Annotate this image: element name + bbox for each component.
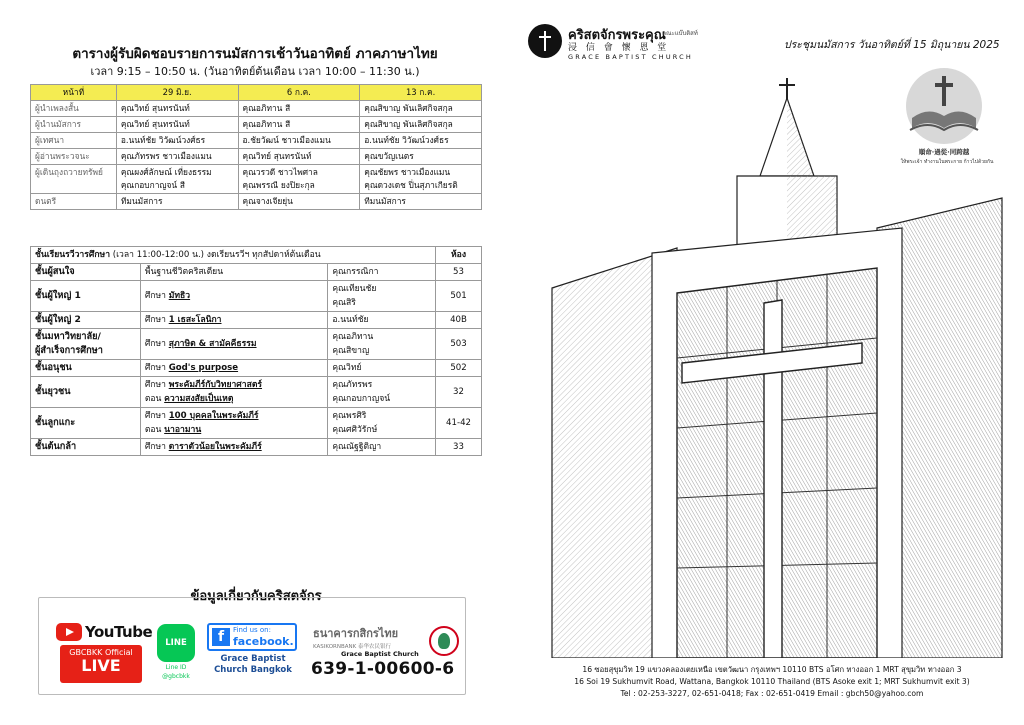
teacher-cell xyxy=(328,408,436,439)
lesson-title: มัทธิว xyxy=(168,291,191,301)
duty-cell: คุณวิทย์ สุนทรนันท์ xyxy=(116,101,238,117)
duty-schedule-header xyxy=(31,85,482,101)
facebook-icon: f xyxy=(212,628,230,646)
lesson-line xyxy=(145,440,324,454)
lesson-episode: ความสงสัยเป็นเหตุ xyxy=(164,394,234,404)
youtube-icon xyxy=(56,623,82,641)
lesson-line xyxy=(145,409,324,423)
column-header: 29 มิ.ย. xyxy=(116,85,238,101)
class-name: ชั้นลูกแกะ xyxy=(35,417,76,428)
lesson-cell xyxy=(140,377,328,408)
room-cell: 32 xyxy=(436,377,482,408)
lesson-title: สุภาษิต & สามัคคีธรรม xyxy=(168,339,257,349)
lesson-prefix: ศึกษา xyxy=(144,380,169,390)
schedule-title: ตารางผู้รับผิดชอบรายการนมัสการเช้าวันอาทิตย์ ภาคภาษาไทย xyxy=(72,46,438,62)
duty-name: คุณชัยพร ชาวเมืองแมน xyxy=(364,167,451,177)
duty-cell: ทีมนมัสการ xyxy=(360,194,482,210)
duty-cell: อ.นนท์ชัย วิวัฒน์วงศ์ธร xyxy=(360,133,482,149)
duty-name: คุณกอบกาญจน์ สี xyxy=(120,180,185,190)
lesson-prefix: ศึกษา xyxy=(144,291,169,301)
duty-cell: คุณสิขาญ พันเลิศกิจสกุล xyxy=(360,117,482,133)
sunday-school-heading xyxy=(31,247,436,264)
lesson-cell xyxy=(140,360,328,377)
facebook-page-name xyxy=(207,654,299,676)
duty-name: คุณพรรณี ยงปิยะกุล xyxy=(242,180,315,190)
duty-name: คุณวรวดี ชาวไพศาล xyxy=(242,167,318,177)
duty-cell: คุณวิทย์ สุนทรนันท์ xyxy=(116,117,238,133)
sunday-school-heading-bold: ชั้นเรียนรวีวารศึกษา xyxy=(35,250,111,260)
role-cell: ผู้เทศนา xyxy=(31,133,117,149)
lesson-title: ดาราตัวน้อยในพระคัมภีร์ xyxy=(168,442,262,452)
facebook-wordmark: facebook. xyxy=(233,635,294,648)
role-cell: ผู้นำเพลงสั้น xyxy=(31,101,117,117)
youtube-wordmark: YouTube xyxy=(85,623,153,641)
youtube-channel: GBCBKK Official xyxy=(69,648,133,657)
role-cell: ผู้นำนมัสการ xyxy=(31,117,117,133)
room-cell: 53 xyxy=(436,264,482,281)
facebook-find-label: Find us on: xyxy=(233,626,271,634)
table-row xyxy=(31,408,482,439)
class-name: ชั้นยุวชน xyxy=(35,386,71,397)
room-cell: 33 xyxy=(436,439,482,456)
duty-name: คุณผงศ์ลักษณ์ เที่ยงธรรม xyxy=(120,167,212,177)
line-id-label: Line ID xyxy=(165,664,187,671)
table-row xyxy=(31,149,482,165)
lesson-line xyxy=(145,392,324,406)
role-cell: ดนตรี xyxy=(31,194,117,210)
lesson-title: 100 บุคคลในพระคัมภีร์ xyxy=(168,411,259,421)
line-id: @gbcbkk xyxy=(162,673,190,680)
role-cell: ผู้เดินถุงถวายทรัพย์ xyxy=(31,165,117,194)
class-name-cell xyxy=(31,408,141,439)
class-name: ชั้นอนุชน xyxy=(35,362,72,373)
class-name-cell xyxy=(31,377,141,408)
lesson-title: God's purpose xyxy=(168,363,239,373)
class-name: ชั้นผู้ใหญ่ 2 xyxy=(35,314,81,325)
line-link[interactable] xyxy=(156,624,196,684)
lesson-line xyxy=(145,378,324,392)
table-row xyxy=(31,194,482,210)
duty-cell: ทีมนมัสการ xyxy=(116,194,238,210)
kasikornbank-logo-icon xyxy=(429,626,459,656)
duty-cell xyxy=(238,165,360,194)
lesson-line xyxy=(145,337,324,351)
sunday-school-heading-note: (เวลา 11:00-12:00 น.) งดเรียนรวีฯ ทุกสัปดาห์ต้นเดือน xyxy=(110,250,321,260)
class-name-cell xyxy=(31,360,141,377)
table-row xyxy=(31,165,482,194)
room-cell: 41-42 xyxy=(436,408,482,439)
lesson-prefix: พื้นฐานชีวิตคริสเตียน xyxy=(144,267,224,277)
lesson-cell xyxy=(140,281,328,312)
class-name-cell xyxy=(31,312,141,329)
class-name-cell xyxy=(31,439,141,456)
youtube-live-label: LIVE xyxy=(81,656,121,675)
lesson-prefix: ศึกษา xyxy=(144,442,169,452)
church-address xyxy=(532,664,1012,700)
table-row xyxy=(31,329,482,360)
lesson-line xyxy=(145,265,324,279)
lesson-cell xyxy=(140,329,328,360)
youtube-link[interactable] xyxy=(56,623,153,683)
teacher-name: คุณศศิวัรักษ์ xyxy=(332,425,378,435)
table-row xyxy=(31,281,482,312)
schedule-subtitle: เวลา 9:15 – 10:50 น. (วันอาทิตย์ต้นเดือน เวลา 10:00 – 11:30 น.) xyxy=(90,65,420,78)
teacher-name: คุณสิริ xyxy=(332,298,356,308)
lesson-prefix: ศึกษา xyxy=(144,315,169,325)
emblem-motto: 順命·過從·同跨越 xyxy=(918,148,970,156)
lesson-line xyxy=(145,361,324,375)
class-name-cell xyxy=(31,264,141,281)
lesson-title: 1 เธสะโลนิกา xyxy=(168,315,222,325)
lesson-cell xyxy=(140,264,328,281)
duty-cell xyxy=(116,165,238,194)
duty-cell: คุณอภิทาน สี xyxy=(238,101,360,117)
line-icon: LINE xyxy=(157,624,195,662)
table-row xyxy=(31,101,482,117)
class-name-cell xyxy=(31,329,141,360)
sunday-school-header xyxy=(31,247,482,264)
room-cell: 40B xyxy=(436,312,482,329)
table-row xyxy=(31,360,482,377)
church-info-title: ข้อมูลเกี่ยวกับคริสตจักร xyxy=(190,589,322,604)
bank-name: ธนาคารกสิกรไทย xyxy=(313,627,399,640)
address-line-th: 16 ซอยสุขุมวิท 19 แขวงคลองเตยเหนือ เขตวัฒนา กรุงเทพฯ 10110 BTS อโศก ทางออก 1 MRT สุขุมวิท ทางออก 3 xyxy=(582,665,962,674)
lesson-prefix: ตอน xyxy=(144,394,165,404)
lesson-cell xyxy=(140,439,328,456)
duty-cell xyxy=(360,165,482,194)
sunday-school-table xyxy=(30,246,482,456)
facebook-page-name-line: Grace Baptist xyxy=(220,654,286,664)
teacher-name: คุณวิทย์ xyxy=(332,363,362,373)
bank-name-en: KASIKORNBANK 泰华农民银行 xyxy=(313,644,391,650)
teacher-name: คุณณัฐฐิติญา xyxy=(332,442,382,452)
youtube-live-badge xyxy=(60,645,142,683)
bank-account-name: Grace Baptist Church xyxy=(341,650,419,658)
column-header: 6 ก.ค. xyxy=(238,85,360,101)
teacher-name: คุณภัทรพร xyxy=(332,380,373,390)
room-cell: 502 xyxy=(436,360,482,377)
duty-cell: อ.ชัยวัฒน์ ชาวเมืองแมน xyxy=(238,133,360,149)
church-name-th-sub: คณะแบ๊บติสท์ xyxy=(662,30,698,37)
church-cross-logo-icon xyxy=(528,24,562,58)
church-name-zh: 浸 信 會 懷 恩 堂 xyxy=(568,43,670,53)
duty-cell: คุณอภิทาน สี xyxy=(238,117,360,133)
table-row xyxy=(31,133,482,149)
emblem-motto-sub: ให้พระเจ้า ทำงานในพระกาย ก้าวไปด้วยกัน xyxy=(900,159,994,165)
teacher-cell xyxy=(328,377,436,408)
church-name-th: คริสตจักรพระคุณ xyxy=(568,28,666,43)
contact-line: Tel : 02-253-3227, 02-651-0418; Fax : 02-651-0419 Email : gbch50@yahoo.com xyxy=(620,689,924,698)
bank-account-info xyxy=(311,624,461,689)
duty-cell: คุณสิขาญ พันเลิศกิจสกุล xyxy=(360,101,482,117)
teacher-name: คุณพรศิริ xyxy=(332,411,367,421)
column-header: หน้าที่ xyxy=(31,85,117,101)
lesson-cell xyxy=(140,312,328,329)
table-row xyxy=(31,377,482,408)
lesson-line xyxy=(145,289,324,303)
teacher-name: คุณอภิทาน xyxy=(332,332,374,342)
teacher-cell xyxy=(328,329,436,360)
right-panel xyxy=(512,0,1024,725)
teacher-cell xyxy=(328,360,436,377)
church-name-en: GRACE BAPTIST CHURCH xyxy=(568,53,694,61)
teacher-name: อ.นนท์ชัย xyxy=(332,315,369,325)
lesson-prefix: ศึกษา xyxy=(144,411,169,421)
teacher-name: คุณกอบกาญจน์ xyxy=(332,394,391,404)
duty-cell: คุณขวัญเนตร xyxy=(360,149,482,165)
class-name: ชั้นผู้ใหญ่ 1 xyxy=(35,290,81,301)
table-row xyxy=(31,312,482,329)
teacher-name: คุณกรรณิกา xyxy=(332,267,379,277)
room-cell: 501 xyxy=(436,281,482,312)
room-cell: 503 xyxy=(436,329,482,360)
lesson-title: พระคัมภีร์กับวิทยาศาสตร์ xyxy=(168,380,263,390)
class-name-cell xyxy=(31,281,141,312)
address-line-en: 16 Soi 19 Sukhumvit Road, Wattana, Bangkok 10110 Thailand (BTS Asoke exit 1; MRT Sukhumvit exit 3) xyxy=(574,677,970,686)
room-column-header: ห้อง xyxy=(436,247,482,264)
duty-cell: คุณจางเจียยุ่น xyxy=(238,194,360,210)
table-row xyxy=(31,117,482,133)
lesson-prefix: ศึกษา xyxy=(144,339,169,349)
class-name: ชั้นมหาวิทยาลัย/ xyxy=(35,331,101,342)
teacher-name: คุณเทียนชัย xyxy=(332,284,377,294)
duty-cell: คุณภัทรพร ชาวเมืองแมน xyxy=(116,149,238,165)
class-name: ผู้สำเร็จการศึกษา xyxy=(35,345,103,356)
lesson-line xyxy=(145,313,324,327)
lesson-episode: นาอามาน xyxy=(164,425,202,435)
service-date: ประชุมนมัสการ วันอาทิตย์ที่ 15 มิถุนายน 2025 xyxy=(784,39,1000,51)
church-info-box xyxy=(38,597,466,695)
teacher-cell xyxy=(328,281,436,312)
facebook-link[interactable] xyxy=(207,623,299,688)
lesson-line xyxy=(145,423,324,437)
duty-schedule-table xyxy=(30,84,482,210)
facebook-page-name-line: Church Bangkok xyxy=(214,665,292,675)
class-name: ชั้นผู้สนใจ xyxy=(35,266,75,277)
duty-cell: อ.นนท์ชัย วิวัฒน์วงศ์ธร xyxy=(116,133,238,149)
table-row xyxy=(31,264,482,281)
church-building-illustration xyxy=(532,78,1012,658)
duty-cell: คุณวิทย์ สุนทรนันท์ xyxy=(238,149,360,165)
lesson-prefix: ตอน xyxy=(144,425,165,435)
role-cell: ผู้อ่านพระวจนะ xyxy=(31,149,117,165)
class-name: ชั้นต้นกล้า xyxy=(35,441,77,452)
duty-name: คุณดวงเดช ปิ่นสุภาเกียรติ xyxy=(364,180,458,190)
lesson-prefix: ศึกษา xyxy=(144,363,169,373)
facebook-badge xyxy=(207,623,297,651)
teacher-cell xyxy=(328,439,436,456)
table-row xyxy=(31,439,482,456)
teacher-name: คุณสิขาญ xyxy=(332,346,370,356)
teacher-cell xyxy=(328,264,436,281)
lesson-cell xyxy=(140,408,328,439)
teacher-cell xyxy=(328,312,436,329)
column-header: 13 ก.ค. xyxy=(360,85,482,101)
bank-account-number: 639-1-00600-6 xyxy=(311,659,455,679)
